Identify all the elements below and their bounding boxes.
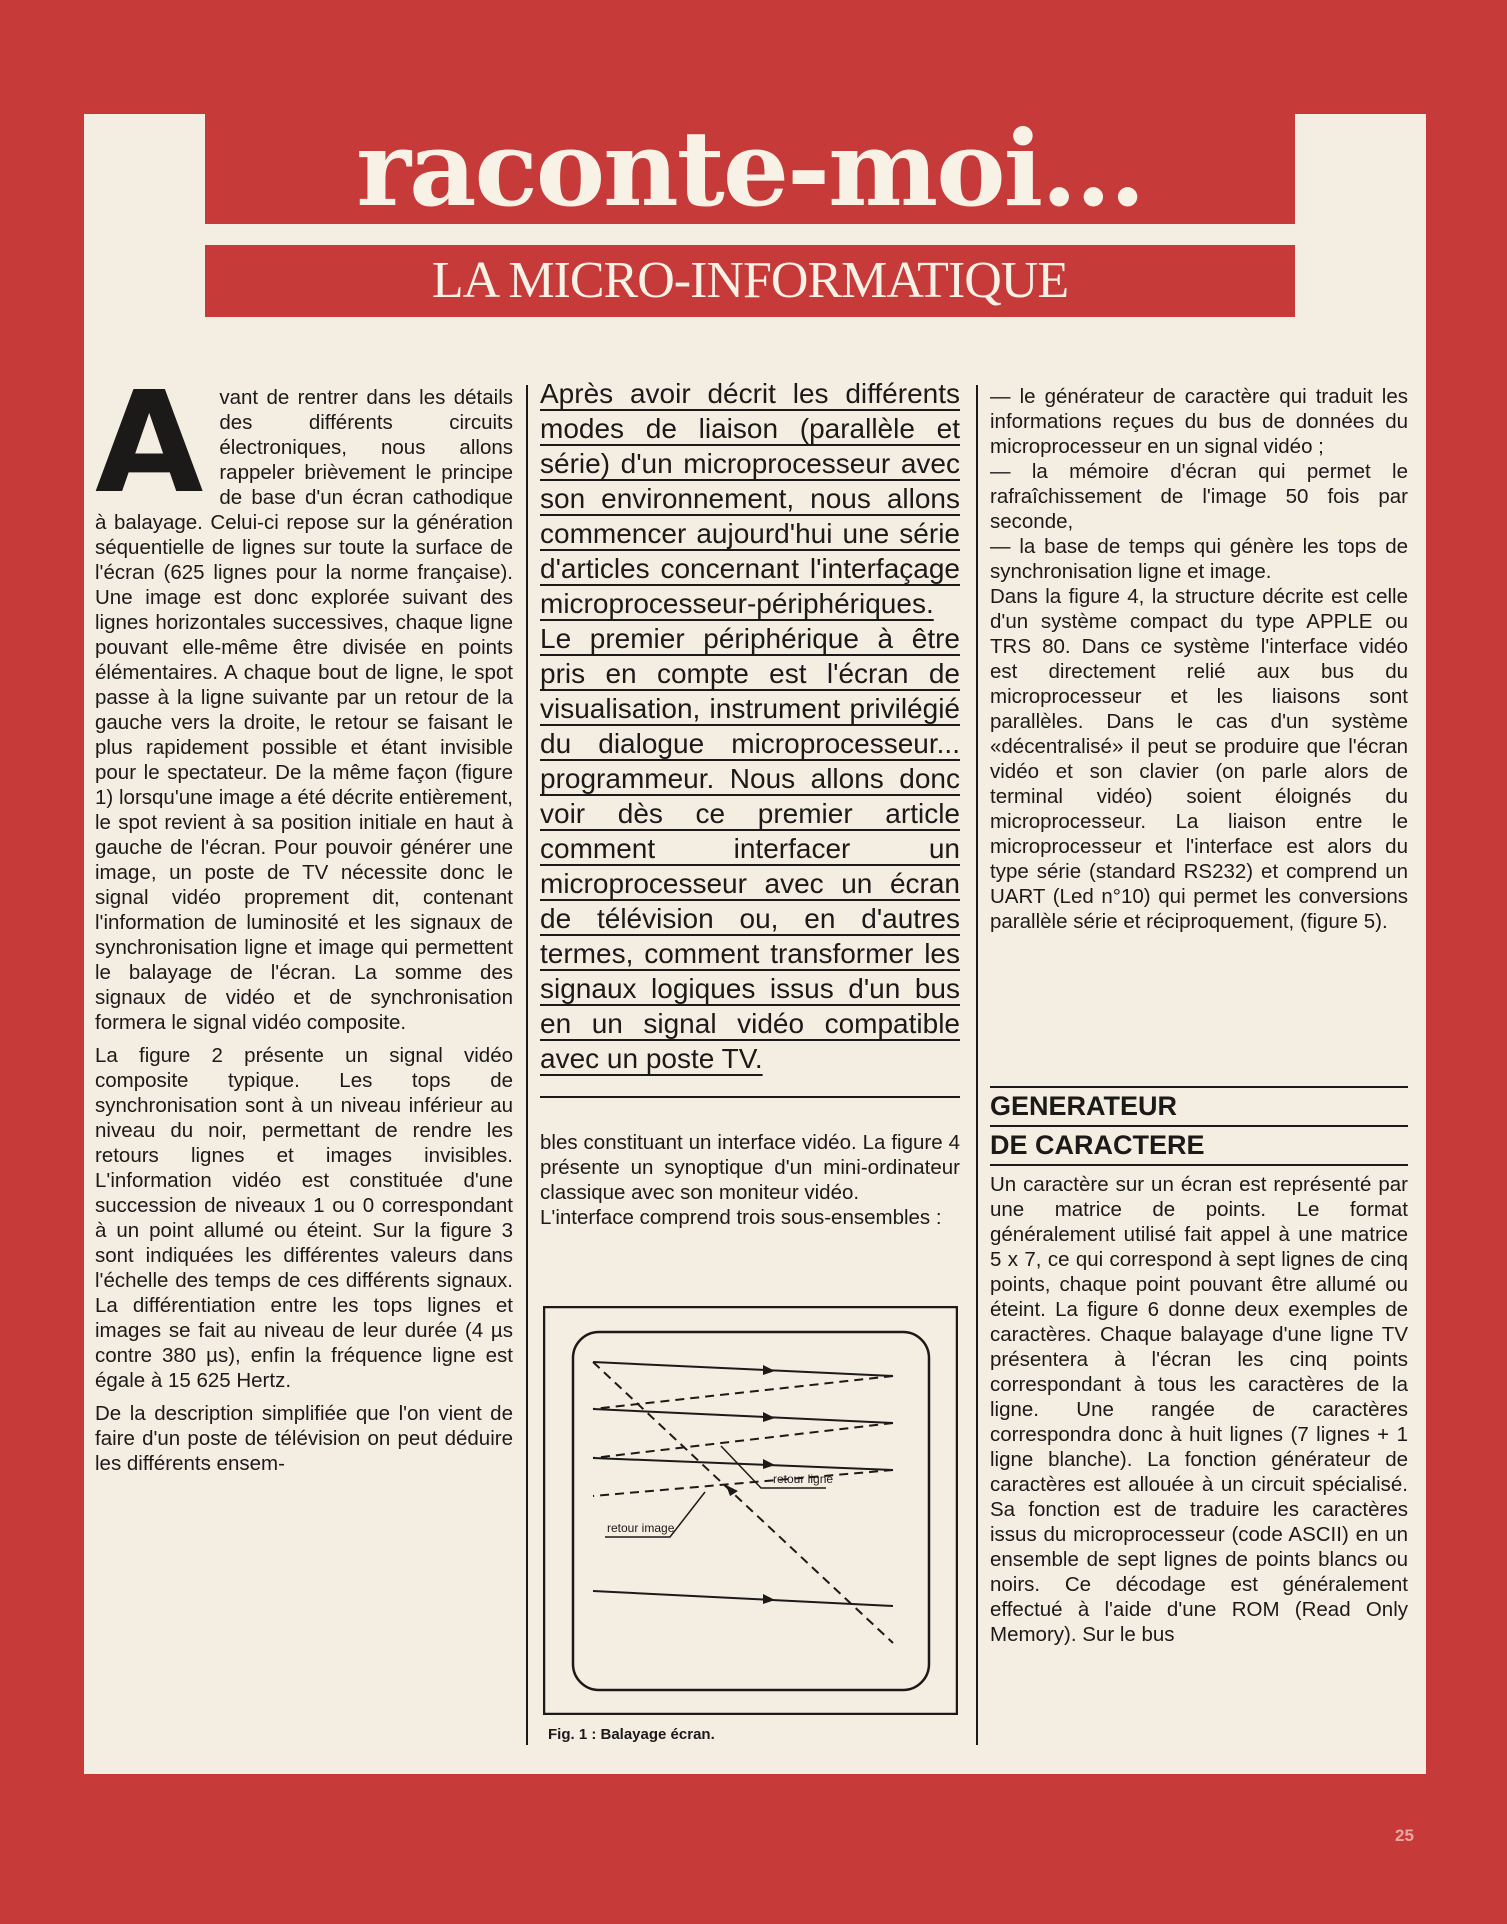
list-item: — le générateur de caractère qui traduit les informations reçues du bus de données du microprocesseur en un signal vidéo ; <box>990 385 1408 458</box>
intro-paragraph <box>95 362 513 1035</box>
highlight-paragraph: Après avoir décrit les différents modes de liaison (parallèle et série) d'un microprocesseur avec son environnement, nous allons commencer aujourd'hui une série d'articles concernant l'interfaçage microprocesseur-périphériques. Le premier périphérique à être pris en compte est l'écran de visualisation, instrument privilégié du dialogue microprocesseur... programmeur. Nous allons donc voir dès ce premier article comment interfacer un microprocesseur avec un écran de télévision ou, en d'autres termes, comment transformer les signaux logiques issus d'un bus en un signal vidéo compatible avec un poste TV. <box>540 378 960 1074</box>
paragraph: De la description simplifiée que l'on vient de faire d'un poste de télévision on peut déduire les différents ensem- <box>95 1402 513 1475</box>
section-title-line-1: GENERATEUR <box>990 1091 1178 1121</box>
column-1 <box>95 362 513 1476</box>
paragraph: L'interface comprend trois sous-ensembles : <box>540 1206 942 1229</box>
highlight-rule <box>540 1096 960 1098</box>
page-number: 25 <box>1395 1826 1414 1845</box>
image-return-label: retour image <box>607 1521 675 1535</box>
column-2-highlight <box>540 376 960 1076</box>
paragraph: Dans la figure 4, la structure décrite est celle d'un système compact du type APPLE ou TRS 80. Dans ce système l'interface vidéo est directement relié aux bus du microprocesseur et les liaisons sont parallèles. Dans le cas d'un système «décentralisé» il peut se produire que l'écran vidéo et son clavier (on parle alors de terminal vidéo) soient éloignés du microprocesseur. La liaison entre le microprocesseur et l'interface est alors du type série (standard RS232) et comprend un UART (Led n°10) qui permet les conversions parallèle série et réciproquement, (figure 5). <box>990 585 1408 933</box>
intro-text: vant de rentrer dans les détails des différents circuits électroniques, nous allons rappeler brièvement le principe de base d'un écran cathodique à balayage. Celui-ci repose sur la génération séquentielle de lignes sur toute la surface de l'écran (625 lignes pour la norme française). Une image est donc explorée suivant des lignes horizontales successives, chaque ligne pouvant elle-même être divisée en points élémentaires. A chaque bout de ligne, le spot passe à la ligne suivante par un retour de la gauche vers la droite, le retour se faisant le plus rapidement possible et étant invisible pour le spectateur. De la même façon (figure 1) lorsqu'une image a été décrite entièrement, le spot revient à sa position initiale en haut à gauche de l'écran. Pour pouvoir générer une image, un poste de TV nécessite donc le signal vidéo proprement dit, contenant l'information de luminosité et les signaux de synchronisation ligne et image qui permettent le balayage de l'écran. La somme des signaux de vidéo et de synchronisation formera le signal vidéo composite. <box>95 386 513 1034</box>
section-rule-bottom <box>990 1164 1408 1166</box>
paragraph: bles constituant un interface vidéo. La figure 4 présente un synoptique d'un mini-ordinateur classique avec son moniteur vidéo. <box>540 1131 960 1204</box>
column-2-body <box>540 1130 960 1230</box>
scan-diagram-figure <box>543 1306 958 1715</box>
list-item: — la base de temps qui génère les tops de synchronisation ligne et image. <box>990 535 1408 583</box>
column-3 <box>990 384 1408 934</box>
paragraph: La figure 2 présente un signal vidéo composite typique. Les tops de synchronisation sont à un niveau inférieur au niveau du noir, permettant de rendre les retours lignes et images invisibles. L'information vidéo est constituée d'une succession de niveaux 1 ou 0 correspondant à un point allumé ou éteint. Sur la figure 3 sont indiquées les différentes valeurs dans l'échelle des temps de ces différents signaux. La différentiation entre les tops lignes et images se fait au niveau de leur durée (4 µs contre 380 µs), enfin la fréquence ligne est égale à 15 625 Hertz. <box>95 1044 513 1392</box>
drop-cap: A <box>95 362 204 525</box>
masthead-subtitle: LA MICRO-INFORMATIQUE <box>205 245 1295 317</box>
figure-caption: Fig. 1 : Balayage écran. <box>548 1726 715 1743</box>
paragraph: Un caractère sur un écran est représenté par une matrice de points. Le format généralement utilisé fait appel à une matrice 5 x 7, ce qui correspond à sept lignes de cinq points, chaque point pouvant être allumé ou éteint. La figure 6 donne deux exemples de caractères. Chaque balayage d'une ligne TV présentera à l'écran les cinq points correspondant à tous les caractères de la ligne. Une rangée de caractères correspondra donc à huit lignes (7 lignes + 1 ligne blanche). La fonction générateur de caractères est allouée à un circuit spécialisé. Sa fonction est de traduire les caractères issus du microprocesseur (code ASCII) en un ensemble de sept lignes de points blancs ou noirs. Ce décodage est généralement effectué à l'aide d'une ROM (Read Only Memory). Sur le bus <box>990 1173 1408 1646</box>
section-title-line-2: DE CARACTERE <box>990 1130 1205 1160</box>
masthead-title: raconte-moi... <box>205 114 1295 224</box>
line-return-label: retour ligne <box>773 1472 834 1486</box>
column-divider <box>526 385 528 1745</box>
column-divider <box>976 385 978 1745</box>
column-3-section-body <box>990 1172 1408 1647</box>
list-item: — la mémoire d'écran qui permet le rafraîchissement de l'image 50 fois par seconde, <box>990 460 1408 533</box>
